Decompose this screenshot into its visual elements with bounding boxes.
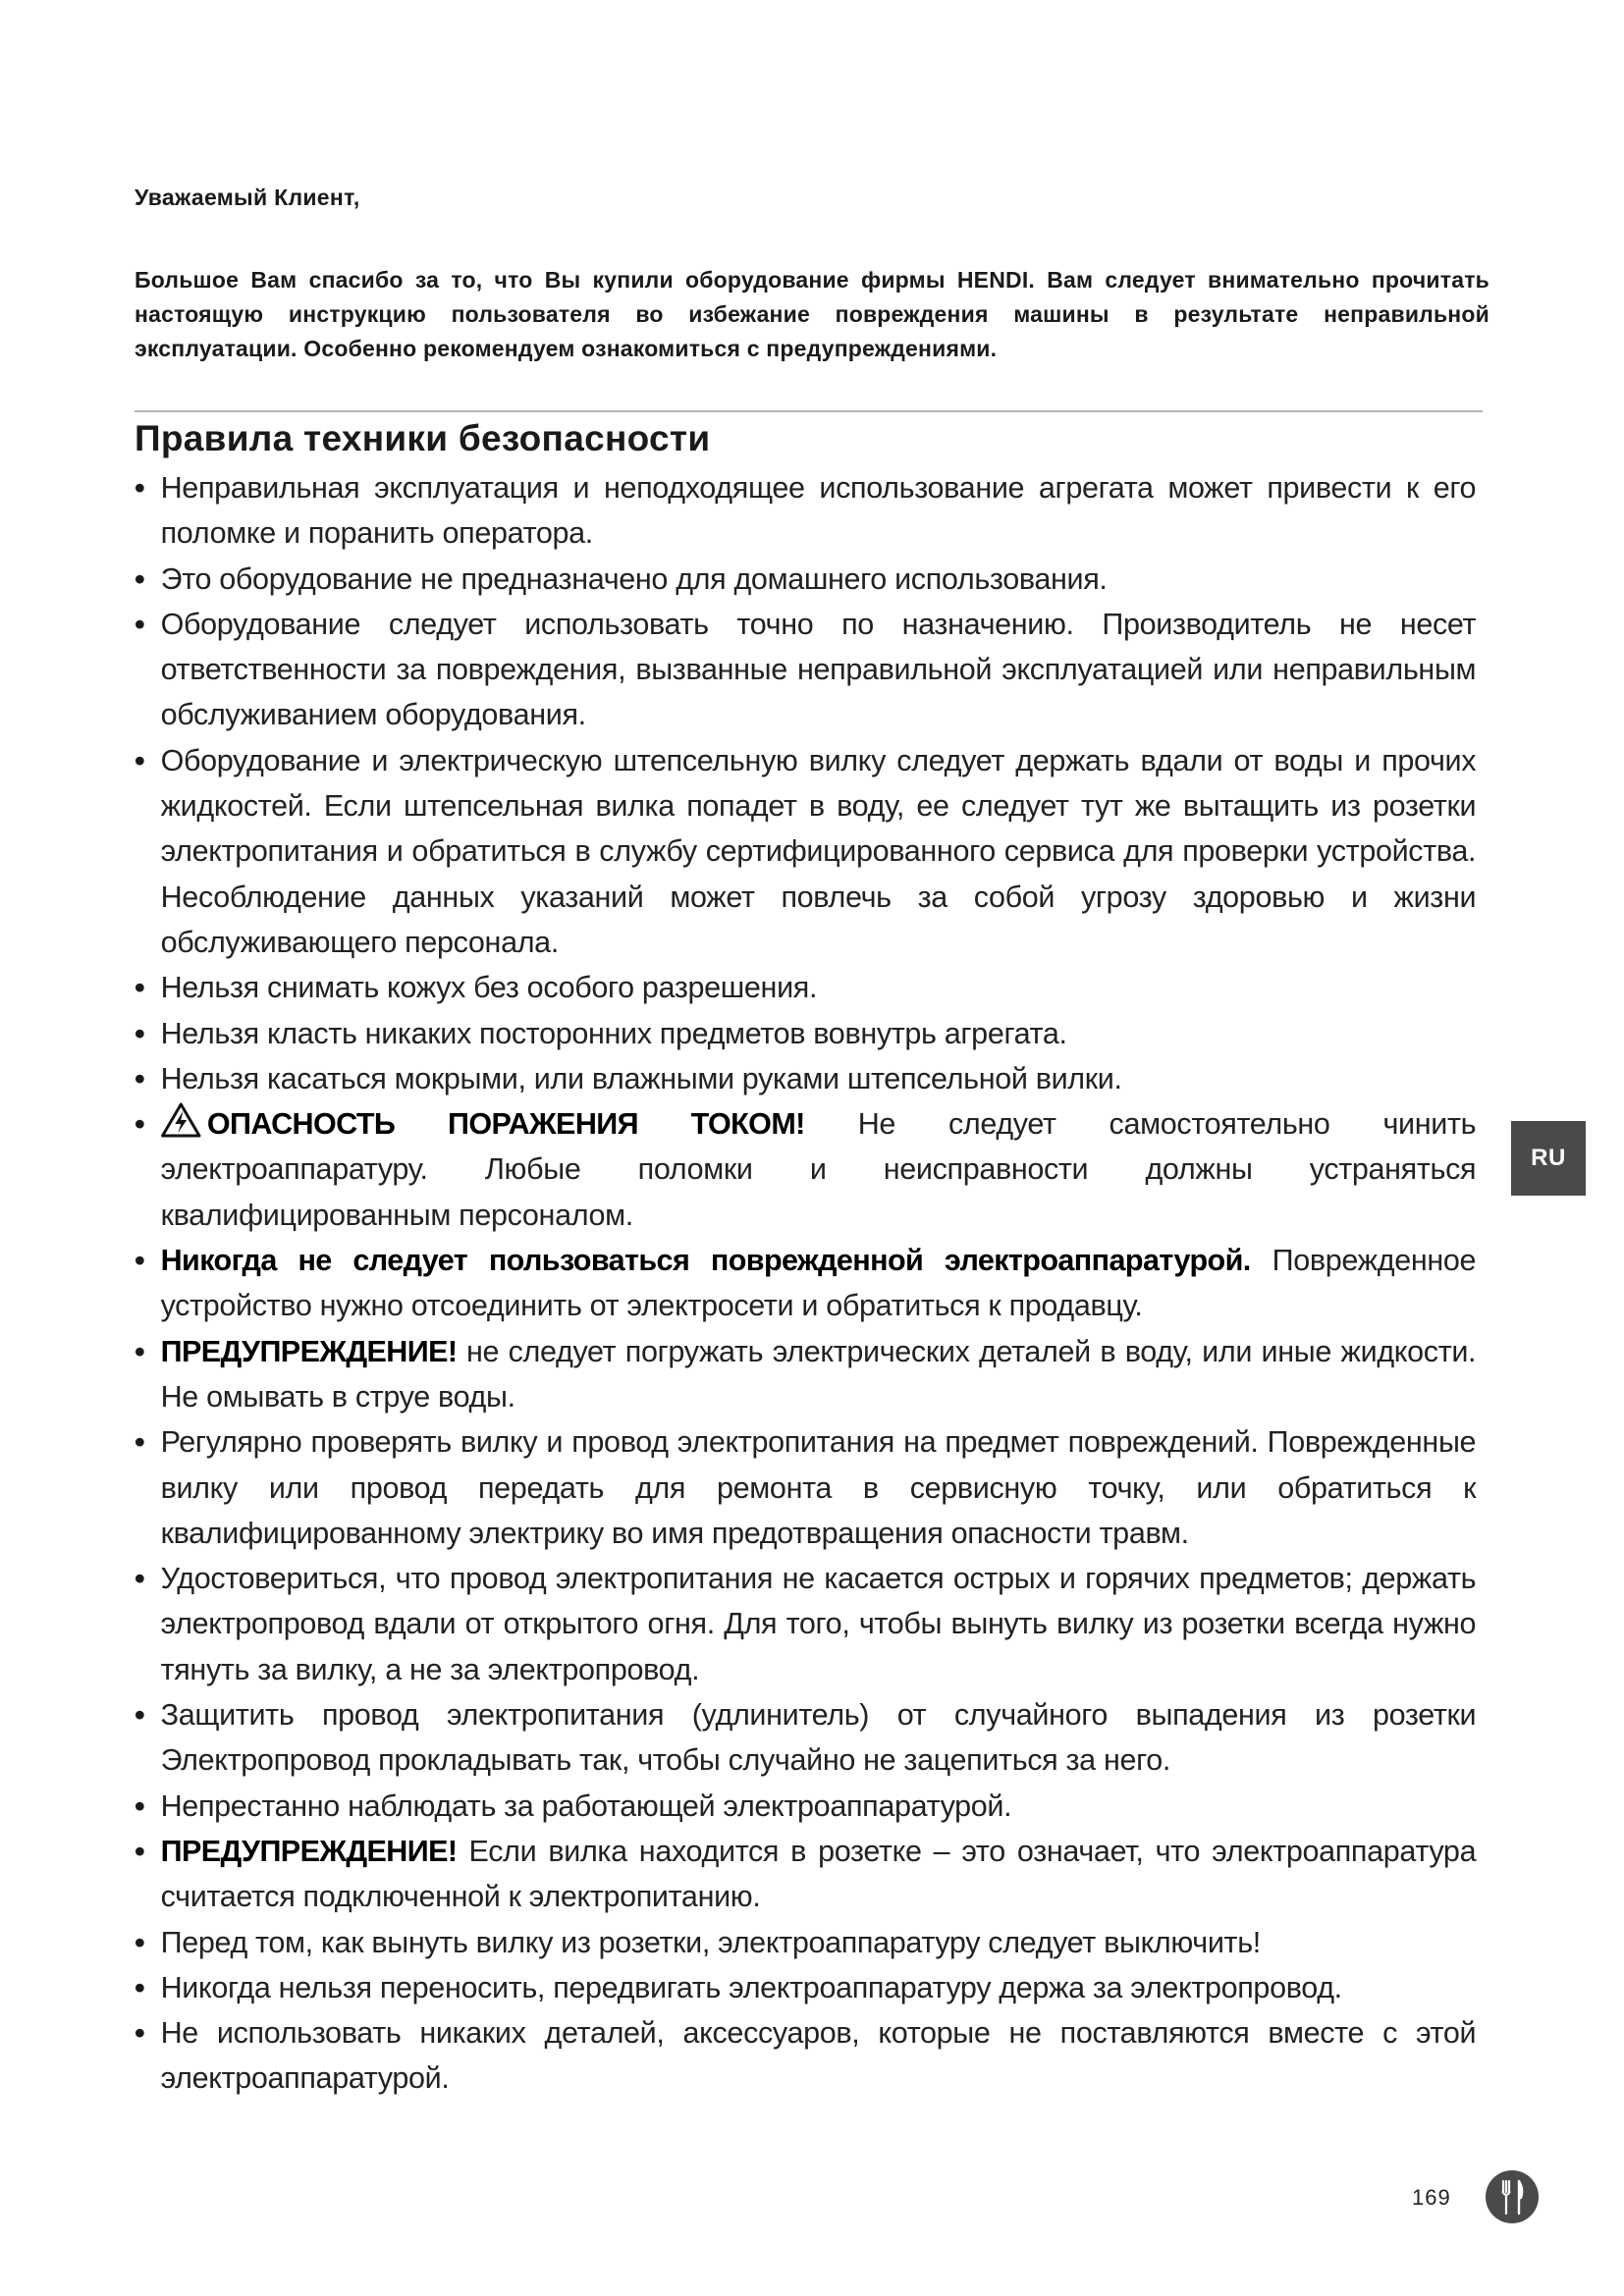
list-item: [135, 465, 1476, 557]
section-title: Правила техники безопасности: [135, 418, 711, 458]
bullet: •: [135, 1060, 145, 1095]
rule-text: Непрестанно наблюдать за работающей электроаппаратурой.: [160, 1788, 1012, 1823]
rule-text: Оборудование следует использовать точно по назначению. Производитель не несет ответственности за повреждения, вызванные неправильной эксплуатацией или неправильным обслуживанием оборудования.: [160, 606, 1477, 732]
list-item: [135, 557, 1476, 602]
bullet: •: [135, 1015, 145, 1050]
bullet: •: [135, 1243, 145, 1278]
danger-heading: ОПАСНОСТЬ ПОРАЖЕНИЯ ТОКОМ!: [206, 1106, 805, 1142]
fork-knife-logo-icon: [1485, 2169, 1540, 2224]
rule-text: Нельзя снимать кожух без особого разрешения.: [160, 970, 818, 1005]
electric-hazard-triangle-icon: [161, 1102, 201, 1138]
rule-text: Поврежденное устройство нужно отсоединить от электросети и обратиться к продавцу.: [160, 1243, 1477, 1323]
rule-text: Не следует самостоятельно чинить электроаппаратуру. Любые поломки и неисправности должны устраняться квалифицированным персоналом.: [160, 1106, 1477, 1232]
bullet: •: [135, 2015, 145, 2051]
bullet: •: [135, 1561, 145, 1596]
rule-text: Оборудование и электрическую штепсельную вилку следует держать вдали от воды и прочих жидкостей. Если штепсельная вилка попадет в воду, ее следует тут же вытащить из розетки электропитания и обратиться в службу сертифицированного сервиса для проверки устройства. Несоблюдение данных указаний может повлечь за собой угрозу здоровью и жизни обслуживающего персонала.: [160, 742, 1477, 959]
list-item: [135, 1784, 1476, 1829]
list-item: [135, 2010, 1476, 2102]
bullet: •: [135, 606, 145, 641]
bullet: •: [135, 742, 145, 777]
list-item: [135, 965, 1476, 1010]
bullet: •: [135, 1969, 145, 2004]
bullet: •: [135, 1333, 145, 1368]
rule-text: Нельзя касаться мокрыми, или влажными руками штепсельной вилки.: [160, 1060, 1122, 1095]
list-item: [135, 1101, 1476, 1238]
rule-text: Никогда нельзя переносить, передвигать электроаппаратуру держа за электропровод.: [160, 1969, 1342, 2004]
list-item: [135, 1829, 1476, 1920]
bullet: •: [135, 1788, 145, 1823]
section-divider: [135, 410, 1483, 412]
bullet: •: [135, 1697, 145, 1733]
rule-text: Нельзя класть никаких посторонних предметов вовнутрь агрегата.: [160, 1015, 1067, 1050]
page-number: 169: [1412, 2185, 1451, 2210]
rule-text: не следует погружать электрических деталей в воду, или иные жидкости. Не омывать в струе воды.: [160, 1333, 1477, 1414]
warning-heading: Никогда не следует пользоваться поврежденной электроаппаратурой.: [160, 1243, 1251, 1278]
bullet: •: [135, 1833, 145, 1868]
list-item: [135, 1556, 1476, 1692]
rule-text: Это оборудование не предназначено для домашнего использования.: [160, 561, 1108, 596]
list-item: [135, 602, 1476, 738]
list-item: [135, 1965, 1476, 2010]
greeting: Уважаемый Клиент,: [135, 185, 360, 210]
rule-text: Не использовать никаких деталей, аксессуаров, которые не поставляются вместе с этой электроаппаратурой.: [160, 2015, 1477, 2096]
rule-text: Удостовериться, что провод электропитания не касается острых и горячих предметов; держать электропровод вдали от открытого огня. Для того, чтобы вынуть вилку из розетки всегда нужно тянуть за вилку, а не за электропровод.: [160, 1561, 1477, 1686]
list-item: [135, 1920, 1476, 1965]
warning-heading: ПРЕДУПРЕЖДЕНИЕ!: [160, 1333, 458, 1368]
list-item: [135, 1419, 1476, 1556]
list-item: [135, 1011, 1476, 1056]
intro-paragraph: Большое Вам спасибо за то, что Вы купили оборудование фирмы HENDI. Вам следует внимательно прочитать настоящую инструкцию пользователя во избежание повреждения машины в результате неправильной эксплуатации. Особенно рекомендуем ознакомиться с предупреждениями.: [135, 267, 1489, 361]
bullet: •: [135, 470, 145, 505]
bullet: •: [135, 561, 145, 596]
list-item: [135, 1056, 1476, 1101]
rule-text: Защитить провод электропитания (удлинитель) от случайного выпадения из розетки Электропровод прокладывать так, чтобы случайно не зацепиться за него.: [160, 1697, 1477, 1778]
list-item: [135, 1238, 1476, 1329]
bullet: •: [135, 1106, 145, 1142]
warning-heading: ПРЕДУПРЕЖДЕНИЕ!: [160, 1833, 458, 1868]
rule-text: Неправильная эксплуатация и неподходящее использование агрегата может привести к его поломке и поранить оператора.: [160, 470, 1477, 551]
safety-rules-list: [135, 465, 1476, 2102]
bullet: •: [135, 1424, 145, 1460]
list-item: [135, 1692, 1476, 1784]
bullet: •: [135, 970, 145, 1005]
rule-text: Если вилка находится в розетке – это означает, что электроаппаратура считается подключенной к электропитанию.: [160, 1833, 1477, 1914]
rule-text: Регулярно проверять вилку и провод электропитания на предмет повреждений. Поврежденные вилку или провод передать для ремонта в сервисную точку, или обратиться к квалифицированному электрику во имя предотвращения опасности травм.: [160, 1424, 1477, 1550]
language-tab: RU: [1511, 1121, 1586, 1196]
rule-text: Перед том, как вынуть вилку из розетки, электроаппаратуру следует выключить!: [160, 1924, 1261, 1959]
bullet: •: [135, 1924, 145, 1959]
list-item: [135, 738, 1476, 965]
list-item: [135, 1329, 1476, 1420]
